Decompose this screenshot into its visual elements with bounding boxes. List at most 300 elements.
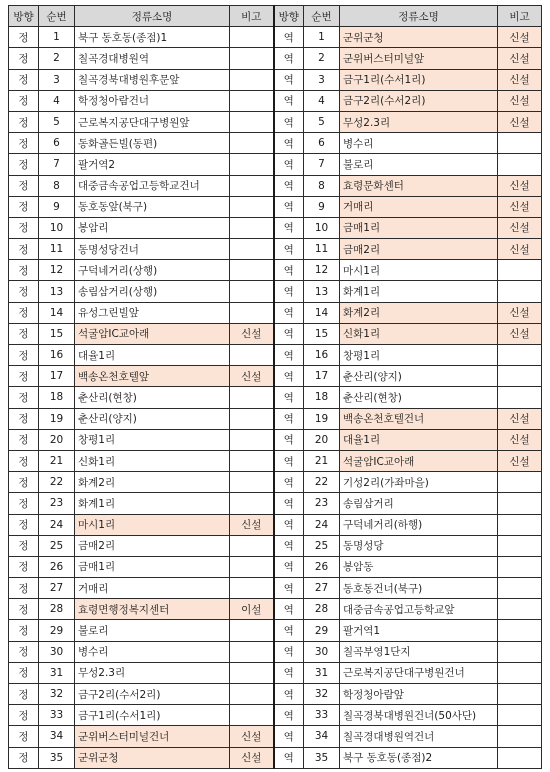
direction-cell: 정 <box>9 662 39 683</box>
direction-cell: 정 <box>9 239 39 260</box>
direction-cell: 정 <box>9 726 39 747</box>
note-cell <box>498 599 542 620</box>
sequence-cell: 6 <box>304 133 340 154</box>
sequence-cell: 30 <box>304 641 340 662</box>
note-cell <box>230 154 274 175</box>
direction-cell: 역 <box>274 323 304 344</box>
direction-cell: 정 <box>9 641 39 662</box>
sequence-cell: 20 <box>39 429 75 450</box>
table-row <box>9 196 542 217</box>
note-cell <box>230 535 274 556</box>
note-cell <box>230 281 274 302</box>
header-note: 비고 <box>498 6 542 27</box>
note-cell <box>230 387 274 408</box>
sequence-cell: 12 <box>39 260 75 281</box>
note-cell <box>498 641 542 662</box>
sequence-cell: 29 <box>304 620 340 641</box>
table-row <box>9 556 542 577</box>
stop-name-cell: 송림삼거리 <box>340 493 498 514</box>
direction-cell: 정 <box>9 408 39 429</box>
direction-cell: 역 <box>274 578 304 599</box>
stop-name-cell: 창평1리 <box>75 429 230 450</box>
sequence-cell: 2 <box>39 48 75 69</box>
direction-cell: 역 <box>274 408 304 429</box>
stop-name-cell: 춘산리(양지) <box>340 366 498 387</box>
note-cell <box>230 175 274 196</box>
note-cell <box>498 684 542 705</box>
direction-cell: 역 <box>274 641 304 662</box>
direction-cell: 역 <box>274 48 304 69</box>
note-cell <box>230 27 274 48</box>
sequence-cell: 14 <box>304 302 340 323</box>
table-row <box>9 747 542 768</box>
note-cell <box>230 662 274 683</box>
stop-name-cell: 북구 동호동(종점)1 <box>75 27 230 48</box>
note-cell <box>498 281 542 302</box>
stop-name-cell: 구덕네거리(하행) <box>340 514 498 535</box>
direction-cell: 역 <box>274 175 304 196</box>
direction-cell: 정 <box>9 387 39 408</box>
note-cell <box>498 493 542 514</box>
direction-cell: 정 <box>9 472 39 493</box>
table-row <box>9 726 542 747</box>
direction-cell: 역 <box>274 429 304 450</box>
table-row <box>9 27 542 48</box>
note-cell <box>230 493 274 514</box>
table-row <box>9 450 542 471</box>
note-cell <box>230 345 274 366</box>
header-direction: 방향 <box>9 6 39 27</box>
sequence-cell: 21 <box>304 450 340 471</box>
stop-name-cell: 화계2리 <box>75 472 230 493</box>
sequence-cell: 22 <box>304 472 340 493</box>
header-stop-name: 정류소명 <box>340 6 498 27</box>
sequence-cell: 33 <box>304 705 340 726</box>
direction-cell: 역 <box>274 514 304 535</box>
header-row <box>9 6 542 27</box>
sequence-cell: 26 <box>304 556 340 577</box>
sequence-cell: 32 <box>304 684 340 705</box>
stop-name-cell: 동호동앞(북구) <box>75 196 230 217</box>
table-row <box>9 323 542 344</box>
stop-name-cell: 동명성당건너 <box>75 239 230 260</box>
note-cell <box>498 620 542 641</box>
table-row <box>9 387 542 408</box>
direction-cell: 정 <box>9 69 39 90</box>
direction-cell: 정 <box>9 747 39 768</box>
stop-name-cell: 칠곡경북대병원후문앞 <box>75 69 230 90</box>
direction-cell: 정 <box>9 514 39 535</box>
stop-name-cell: 화계1리 <box>340 281 498 302</box>
table-row <box>9 133 542 154</box>
stop-name-cell: 칠곡경북대병원건너(50사단) <box>340 705 498 726</box>
sequence-cell: 4 <box>304 90 340 111</box>
table-row <box>9 705 542 726</box>
sequence-cell: 25 <box>304 535 340 556</box>
direction-cell: 정 <box>9 196 39 217</box>
sequence-cell: 5 <box>304 111 340 132</box>
sequence-cell: 16 <box>304 345 340 366</box>
sequence-cell: 13 <box>304 281 340 302</box>
table-row <box>9 302 542 323</box>
stop-name-cell: 불로리 <box>340 154 498 175</box>
table-row <box>9 620 542 641</box>
direction-cell: 역 <box>274 345 304 366</box>
stop-name-cell: 금매1리 <box>340 217 498 238</box>
sequence-cell: 14 <box>39 302 75 323</box>
direction-cell: 정 <box>9 260 39 281</box>
stop-name-cell: 금매1리 <box>75 556 230 577</box>
sequence-cell: 34 <box>304 726 340 747</box>
note-cell: 신설 <box>498 196 542 217</box>
note-cell <box>498 747 542 768</box>
table-row <box>9 69 542 90</box>
table-row <box>9 408 542 429</box>
table-row <box>9 175 542 196</box>
stop-name-cell: 불로리 <box>75 620 230 641</box>
note-cell <box>230 578 274 599</box>
direction-cell: 정 <box>9 429 39 450</box>
note-cell <box>230 69 274 90</box>
note-cell: 신설 <box>498 48 542 69</box>
sequence-cell: 8 <box>304 175 340 196</box>
direction-cell: 정 <box>9 345 39 366</box>
direction-cell: 역 <box>274 27 304 48</box>
direction-cell: 역 <box>274 239 304 260</box>
note-cell: 신설 <box>498 217 542 238</box>
note-cell <box>230 90 274 111</box>
sequence-cell: 18 <box>39 387 75 408</box>
note-cell <box>230 260 274 281</box>
table-row <box>9 493 542 514</box>
stop-name-cell: 효령면행정복지센터 <box>75 599 230 620</box>
direction-cell: 정 <box>9 154 39 175</box>
sequence-cell: 27 <box>39 578 75 599</box>
table-row <box>9 662 542 683</box>
stop-name-cell: 팔거역2 <box>75 154 230 175</box>
direction-cell: 정 <box>9 175 39 196</box>
direction-cell: 역 <box>274 387 304 408</box>
sequence-cell: 15 <box>304 323 340 344</box>
sequence-cell: 20 <box>304 429 340 450</box>
note-cell: 신설 <box>230 726 274 747</box>
note-cell <box>498 133 542 154</box>
sequence-cell: 23 <box>304 493 340 514</box>
stop-name-cell: 동명성당 <box>340 535 498 556</box>
direction-cell: 역 <box>274 535 304 556</box>
stop-name-cell: 대중금속공업고등학교앞 <box>340 599 498 620</box>
note-cell: 신설 <box>498 175 542 196</box>
sequence-cell: 7 <box>39 154 75 175</box>
direction-cell: 역 <box>274 662 304 683</box>
note-cell <box>230 705 274 726</box>
note-cell <box>498 535 542 556</box>
note-cell: 신설 <box>498 69 542 90</box>
note-cell <box>498 726 542 747</box>
note-cell <box>230 239 274 260</box>
sequence-cell: 34 <box>39 726 75 747</box>
stop-name-cell: 금구1리(수서1리) <box>340 69 498 90</box>
stop-name-cell: 춘산리(양지) <box>75 408 230 429</box>
sequence-cell: 5 <box>39 111 75 132</box>
table-row <box>9 345 542 366</box>
stop-name-cell: 유성그린빌앞 <box>75 302 230 323</box>
note-cell: 신설 <box>230 514 274 535</box>
direction-cell: 정 <box>9 281 39 302</box>
stop-name-cell: 백송온천호텔앞 <box>75 366 230 387</box>
note-cell: 신설 <box>498 450 542 471</box>
direction-cell: 역 <box>274 90 304 111</box>
stop-name-cell: 마시1리 <box>340 260 498 281</box>
stop-name-cell: 창평1리 <box>340 345 498 366</box>
direction-cell: 정 <box>9 684 39 705</box>
table-row <box>9 154 542 175</box>
stop-name-cell: 봉암동 <box>340 556 498 577</box>
note-cell <box>498 260 542 281</box>
note-cell: 신설 <box>498 27 542 48</box>
stop-name-cell: 신화1리 <box>75 450 230 471</box>
note-cell <box>230 450 274 471</box>
direction-cell: 역 <box>274 556 304 577</box>
stop-name-cell: 팔거역1 <box>340 620 498 641</box>
sequence-cell: 24 <box>304 514 340 535</box>
direction-cell: 정 <box>9 323 39 344</box>
direction-cell: 정 <box>9 366 39 387</box>
stop-name-cell: 학정청아람건너 <box>75 90 230 111</box>
direction-cell: 정 <box>9 217 39 238</box>
note-cell <box>230 429 274 450</box>
note-cell <box>498 662 542 683</box>
direction-cell: 정 <box>9 556 39 577</box>
stop-name-cell: 군위군청 <box>340 27 498 48</box>
stop-name-cell: 송림삼거리(상행) <box>75 281 230 302</box>
stop-name-cell: 대율1리 <box>75 345 230 366</box>
note-cell <box>230 133 274 154</box>
sequence-cell: 9 <box>39 196 75 217</box>
note-cell: 신설 <box>498 302 542 323</box>
direction-cell: 역 <box>274 726 304 747</box>
direction-cell: 역 <box>274 493 304 514</box>
stop-name-cell: 병수리 <box>75 641 230 662</box>
direction-cell: 역 <box>274 281 304 302</box>
sequence-cell: 10 <box>304 217 340 238</box>
table-row <box>9 429 542 450</box>
direction-cell: 정 <box>9 302 39 323</box>
note-cell <box>498 345 542 366</box>
direction-cell: 정 <box>9 620 39 641</box>
sequence-cell: 2 <box>304 48 340 69</box>
stop-name-cell: 거매리 <box>340 196 498 217</box>
header-sequence: 순번 <box>39 6 75 27</box>
note-cell <box>498 154 542 175</box>
table-row <box>9 684 542 705</box>
stop-name-cell: 금매2리 <box>75 535 230 556</box>
header-note: 비고 <box>230 6 274 27</box>
sequence-cell: 8 <box>39 175 75 196</box>
direction-cell: 정 <box>9 90 39 111</box>
sequence-cell: 21 <box>39 450 75 471</box>
route-stop-table-container <box>8 5 542 769</box>
route-stop-table <box>8 5 542 769</box>
stop-name-cell: 동호동건너(북구) <box>340 578 498 599</box>
stop-name-cell: 화계2리 <box>340 302 498 323</box>
note-cell <box>230 641 274 662</box>
sequence-cell: 28 <box>39 599 75 620</box>
stop-name-cell: 춘산리(현창) <box>75 387 230 408</box>
note-cell <box>230 620 274 641</box>
sequence-cell: 19 <box>39 408 75 429</box>
sequence-cell: 12 <box>304 260 340 281</box>
note-cell: 신설 <box>230 323 274 344</box>
table-row <box>9 514 542 535</box>
note-cell: 신설 <box>498 90 542 111</box>
note-cell <box>230 217 274 238</box>
note-cell: 신설 <box>498 429 542 450</box>
note-cell <box>498 556 542 577</box>
stop-name-cell: 마시1리 <box>75 514 230 535</box>
direction-cell: 역 <box>274 366 304 387</box>
sequence-cell: 18 <box>304 387 340 408</box>
direction-cell: 정 <box>9 133 39 154</box>
table-row <box>9 281 542 302</box>
stop-name-cell: 거매리 <box>75 578 230 599</box>
note-cell: 신설 <box>498 111 542 132</box>
note-cell <box>230 408 274 429</box>
direction-cell: 역 <box>274 620 304 641</box>
note-cell: 이설 <box>230 599 274 620</box>
direction-cell: 정 <box>9 578 39 599</box>
sequence-cell: 22 <box>39 472 75 493</box>
sequence-cell: 17 <box>304 366 340 387</box>
stop-name-cell: 근로복지공단대구병원앞 <box>75 111 230 132</box>
note-cell <box>230 556 274 577</box>
stop-name-cell: 대중금속공업고등학교건너 <box>75 175 230 196</box>
direction-cell: 역 <box>274 450 304 471</box>
direction-cell: 역 <box>274 705 304 726</box>
stop-name-cell: 칠곡경대병원역건너 <box>340 726 498 747</box>
direction-cell: 역 <box>274 133 304 154</box>
stop-name-cell: 봉암리 <box>75 217 230 238</box>
table-row <box>9 260 542 281</box>
sequence-cell: 11 <box>39 239 75 260</box>
stop-name-cell: 춘산리(현창) <box>340 387 498 408</box>
note-cell <box>498 705 542 726</box>
sequence-cell: 9 <box>304 196 340 217</box>
direction-cell: 역 <box>274 111 304 132</box>
stop-name-cell: 칠곡경대병원역 <box>75 48 230 69</box>
stop-name-cell: 군위버스터미널건너 <box>75 726 230 747</box>
note-cell <box>230 111 274 132</box>
sequence-cell: 30 <box>39 641 75 662</box>
note-cell: 신설 <box>498 408 542 429</box>
sequence-cell: 6 <box>39 133 75 154</box>
table-row <box>9 578 542 599</box>
sequence-cell: 17 <box>39 366 75 387</box>
direction-cell: 역 <box>274 217 304 238</box>
note-cell <box>498 472 542 493</box>
table-row <box>9 599 542 620</box>
header-direction: 방향 <box>274 6 304 27</box>
stop-name-cell: 효령문화센터 <box>340 175 498 196</box>
stop-name-cell: 북구 동호동(종점)2 <box>340 747 498 768</box>
stop-name-cell: 금매2리 <box>340 239 498 260</box>
direction-cell: 역 <box>274 684 304 705</box>
sequence-cell: 25 <box>39 535 75 556</box>
sequence-cell: 35 <box>39 747 75 768</box>
direction-cell: 정 <box>9 705 39 726</box>
stop-name-cell: 병수리 <box>340 133 498 154</box>
sequence-cell: 1 <box>304 27 340 48</box>
stop-name-cell: 구덕네거리(상행) <box>75 260 230 281</box>
sequence-cell: 26 <box>39 556 75 577</box>
stop-name-cell: 동화골든빌(동편) <box>75 133 230 154</box>
sequence-cell: 3 <box>304 69 340 90</box>
header-stop-name: 정류소명 <box>75 6 230 27</box>
direction-cell: 역 <box>274 302 304 323</box>
note-cell <box>230 472 274 493</box>
table-row <box>9 48 542 69</box>
note-cell: 신설 <box>230 747 274 768</box>
direction-cell: 역 <box>274 154 304 175</box>
note-cell <box>230 196 274 217</box>
header-sequence: 순번 <box>304 6 340 27</box>
note-cell <box>498 387 542 408</box>
sequence-cell: 29 <box>39 620 75 641</box>
stop-name-cell: 칠곡부영1단지 <box>340 641 498 662</box>
sequence-cell: 31 <box>39 662 75 683</box>
sequence-cell: 15 <box>39 323 75 344</box>
table-row <box>9 90 542 111</box>
sequence-cell: 31 <box>304 662 340 683</box>
stop-name-cell: 금구2리(수서2리) <box>340 90 498 111</box>
direction-cell: 정 <box>9 450 39 471</box>
table-row <box>9 641 542 662</box>
sequence-cell: 32 <box>39 684 75 705</box>
stop-name-cell: 학정청아람앞 <box>340 684 498 705</box>
stop-name-cell: 석굴암IC교아래 <box>75 323 230 344</box>
direction-cell: 역 <box>274 196 304 217</box>
direction-cell: 역 <box>274 260 304 281</box>
stop-name-cell: 금구2리(수서2리) <box>75 684 230 705</box>
stop-name-cell: 군위군청 <box>75 747 230 768</box>
direction-cell: 정 <box>9 48 39 69</box>
sequence-cell: 33 <box>39 705 75 726</box>
sequence-cell: 35 <box>304 747 340 768</box>
sequence-cell: 16 <box>39 345 75 366</box>
sequence-cell: 3 <box>39 69 75 90</box>
stop-name-cell: 군위버스터미널앞 <box>340 48 498 69</box>
note-cell <box>498 514 542 535</box>
stop-name-cell: 기성2리(가좌마을) <box>340 472 498 493</box>
sequence-cell: 28 <box>304 599 340 620</box>
stop-name-cell: 무성2.3리 <box>75 662 230 683</box>
note-cell <box>230 684 274 705</box>
stop-name-cell: 신화1리 <box>340 323 498 344</box>
direction-cell: 정 <box>9 27 39 48</box>
note-cell: 신설 <box>498 239 542 260</box>
note-cell <box>230 302 274 323</box>
direction-cell: 정 <box>9 111 39 132</box>
sequence-cell: 13 <box>39 281 75 302</box>
note-cell <box>498 366 542 387</box>
direction-cell: 정 <box>9 599 39 620</box>
sequence-cell: 7 <box>304 154 340 175</box>
direction-cell: 역 <box>274 747 304 768</box>
sequence-cell: 24 <box>39 514 75 535</box>
note-cell: 신설 <box>498 323 542 344</box>
direction-cell: 정 <box>9 493 39 514</box>
sequence-cell: 23 <box>39 493 75 514</box>
